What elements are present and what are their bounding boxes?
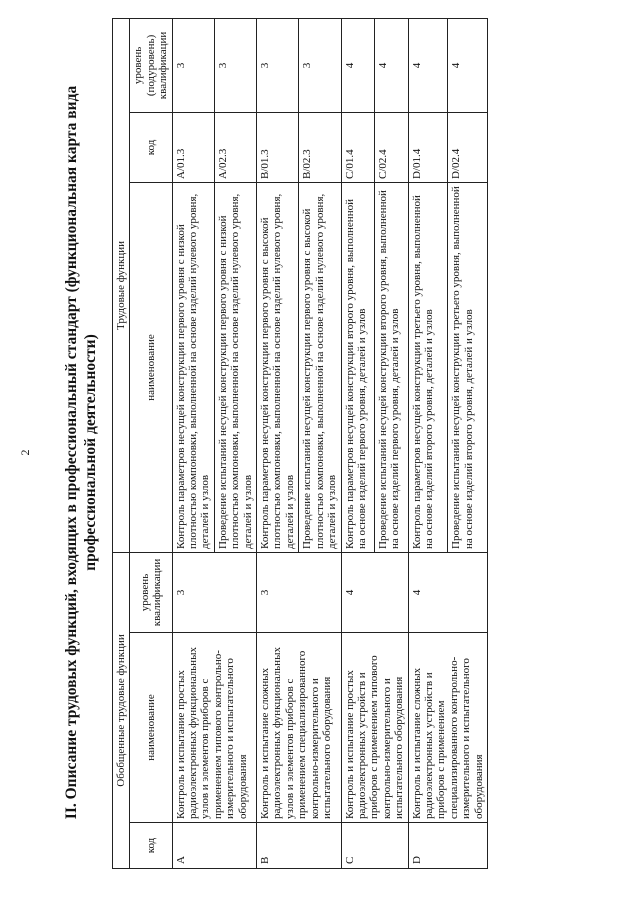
tf-level: 3 xyxy=(172,18,214,112)
qualification-level-header: уровень квалификации xyxy=(130,552,172,632)
tf-name: Проведение испытаний несущей конструкции первого уровня с высокой плотностью компоновки, выполненной на основе изделий нулевого уровня, деталей и узлов xyxy=(299,182,341,552)
gf-name: Контроль и испытание простых радиоэлектронных функциональных узлов и элементов приборов с применением типового контрольно-измерительного и испытательного оборудования xyxy=(172,633,256,823)
heading-line-2: профессиональной деятельности) xyxy=(82,334,100,571)
gf-level: 3 xyxy=(257,552,341,632)
tf-level: 4 xyxy=(375,18,409,112)
gf-name: Контроль и испытание сложных радиоэлектронных функциональных узлов и элементов приборов с применением специализированного контрольно-измерительного и испытательного оборудования xyxy=(257,633,341,823)
tf-name: Контроль параметров несущей конструкции второго уровня, выполненной на основе изделий первого уровня, деталей и узлов xyxy=(341,182,375,552)
tf-level: 3 xyxy=(214,18,256,112)
gf-name: Контроль и испытание сложных радиоэлектронных устройств и приборов с применением специализированного контрольно-измерительного и испытательного оборудования xyxy=(408,633,487,823)
tf-code: C/01.4 xyxy=(341,112,375,182)
gf-code: C xyxy=(341,823,408,869)
tf-code: B/01.3 xyxy=(257,112,299,182)
tf-name: Контроль параметров несущей конструкции третьего уровня, выполненной на основе изделий второго уровня, деталей и узлов xyxy=(408,182,448,552)
table-row xyxy=(341,18,375,868)
generalized-functions-header: Обобщенные трудовые функции xyxy=(113,552,130,868)
function-code-header: код xyxy=(130,112,172,182)
table-row xyxy=(257,18,299,868)
gf-code: A xyxy=(172,823,256,869)
tf-name: Проведение испытаний несущей конструкции второго уровня, выполненной на основе изделий первого уровня, деталей и узлов xyxy=(375,182,409,552)
gf-level: 4 xyxy=(341,552,408,632)
code-header: код xyxy=(130,823,172,869)
tf-code: A/02.3 xyxy=(214,112,256,182)
tf-name: Контроль параметров несущей конструкции первого уровня с высокой плотностью компоновки, выполненной на основе изделий нулевого уровня, деталей и узлов xyxy=(257,182,299,552)
gf-level: 4 xyxy=(408,552,487,632)
tf-name: Контроль параметров несущей конструкции первого уровня с низкой плотностью компоновки, выполненной на основе изделий нулевого уровня, деталей и узлов xyxy=(172,182,214,552)
tf-name: Проведение испытаний несущей конструкции первого уровня с низкой плотностью компоновки, выполненной на основе изделий нулевого уровня, деталей и узлов xyxy=(214,182,256,552)
heading-line-1: II. Описание трудовых функций, входящих в профессиональный стандарт (функциональная карта вида xyxy=(63,85,80,820)
section-heading xyxy=(62,40,101,865)
function-name-header: наименование xyxy=(130,182,172,552)
tf-level: 4 xyxy=(341,18,375,112)
tf-level: 4 xyxy=(448,18,488,112)
tf-level: 3 xyxy=(299,18,341,112)
tf-code: D/01.4 xyxy=(408,112,448,182)
table-row xyxy=(408,18,448,868)
gf-code: B xyxy=(257,823,341,869)
tf-code: B/02.3 xyxy=(299,112,341,182)
tf-code: D/02.4 xyxy=(448,112,488,182)
function-level-header: уровень (подуровень) квалификации xyxy=(130,18,172,112)
gf-code: D xyxy=(408,823,487,869)
tf-code: A/01.3 xyxy=(172,112,214,182)
table-row xyxy=(172,18,214,868)
gf-name: Контроль и испытание простых радиоэлектронных устройств и приборов с применением типового контрольно-измерительного и испытательного оборудования xyxy=(341,633,408,823)
functional-map-table xyxy=(112,18,488,869)
gf-level: 3 xyxy=(172,552,256,632)
labor-functions-header: Трудовые функции xyxy=(113,18,130,552)
tf-name: Проведение испытаний несущей конструкции третьего уровня, выполненной на основе изделий второго уровня, деталей и узлов xyxy=(448,182,488,552)
tf-code: C/02.4 xyxy=(375,112,409,182)
tf-level: 4 xyxy=(408,18,448,112)
name-header: наименование xyxy=(130,633,172,823)
page-number: 2 xyxy=(18,449,32,456)
tf-level: 3 xyxy=(257,18,299,112)
